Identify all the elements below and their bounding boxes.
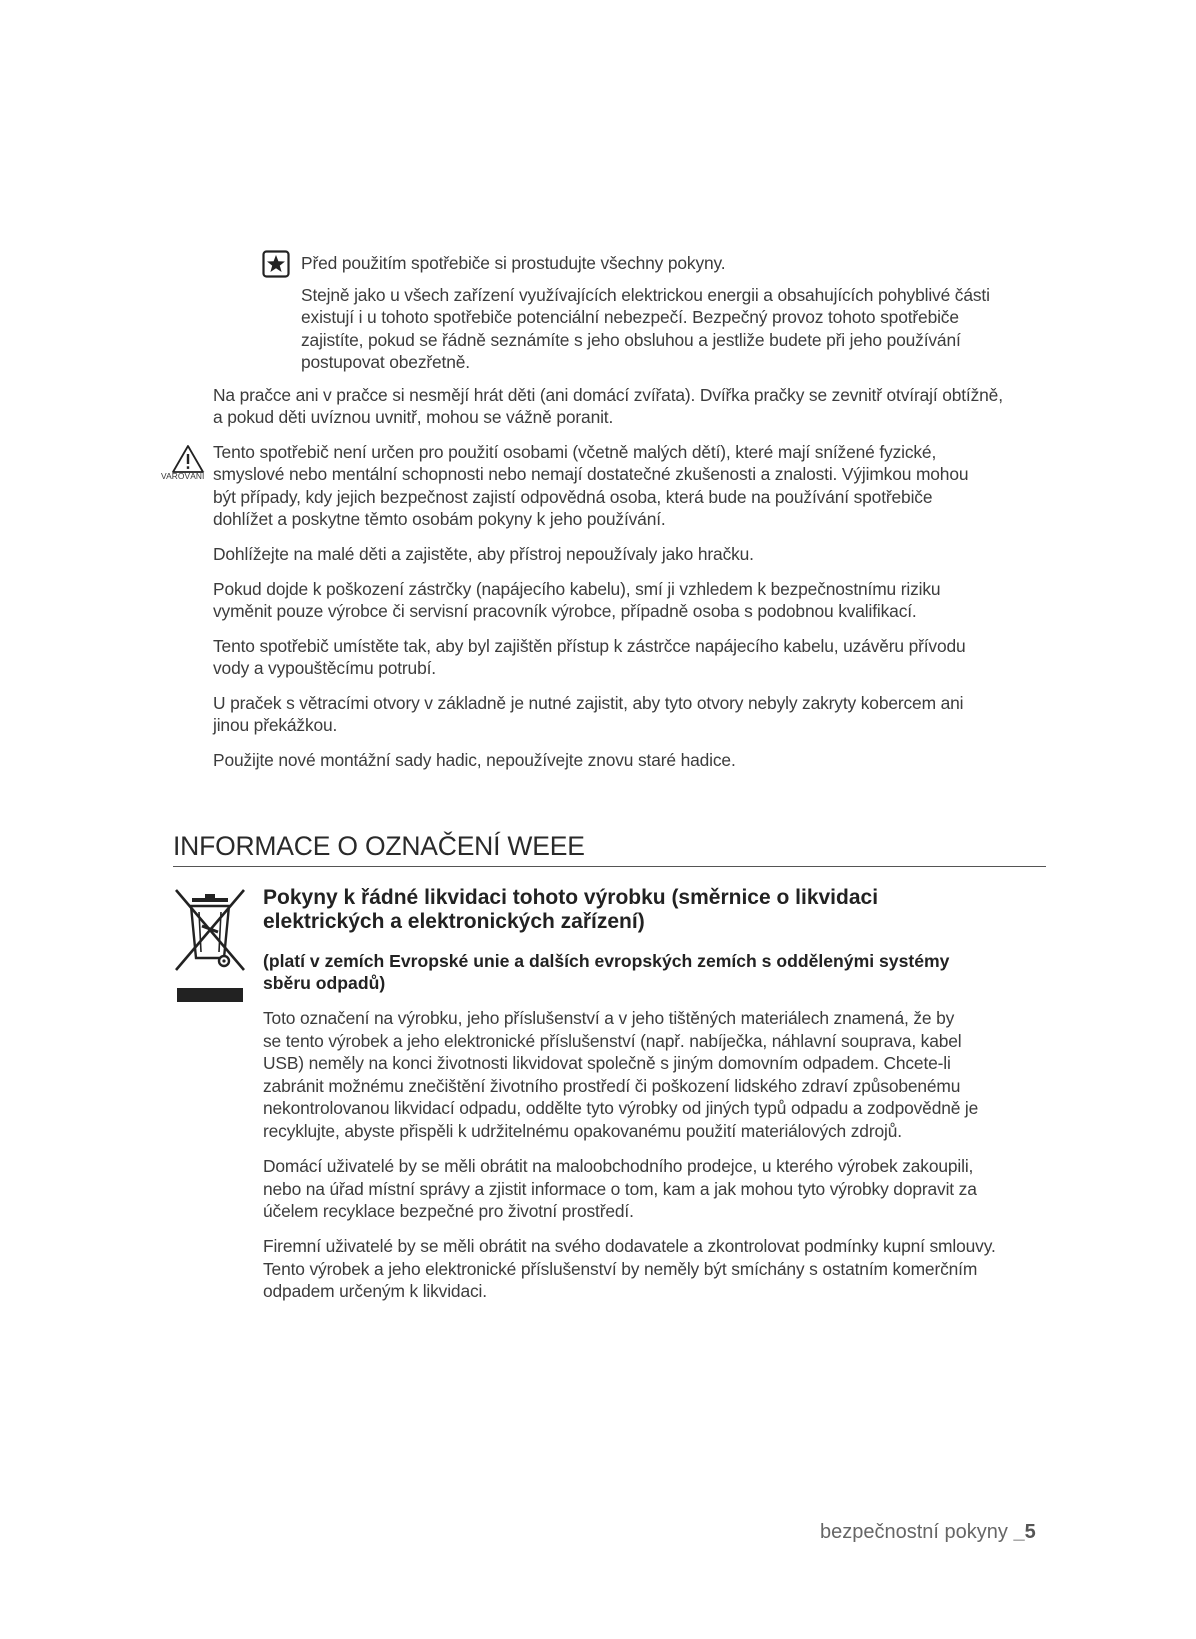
- note-line: Stejně jako u všech zařízení využívajících elektrickou energii a obsahujících pohyblivé části: [301, 285, 990, 305]
- crossed-bin-icon: [172, 886, 248, 1010]
- page-number: _5: [1013, 1521, 1036, 1543]
- weee-line: účelem recyklace bezpečné pro životní prostředí.: [263, 1201, 634, 1221]
- weee-line: Toto označení na výrobku, jeho příslušenství a v jeho tištěných materiálech znamená, že by: [263, 1008, 955, 1028]
- note-line: existují i u tohoto spotřebiče potenciální nebezpečí. Bezpečný provoz tohoto spotřebiče: [301, 307, 959, 327]
- weee-line: nebo na úřad místní správy a zjistit informace o tom, kam a jak mohou tyto výrobky dopravit za: [263, 1179, 977, 1199]
- weee-line: zabránit možnému znečištění životního prostředí či poškození lidského zdraví způsobenému: [263, 1076, 961, 1096]
- note-line: zajistíte, pokud se řádně seznámíte s jeho obsluhou a jestliže budete při jeho používání: [301, 330, 961, 350]
- weee-line: USB) neměly na konci životnosti likvidovat společně s jiným domovním odpadem. Chcete-li: [263, 1053, 951, 1073]
- weee-heading-line: elektrických a elektronických zařízení): [263, 910, 645, 933]
- warning-line: dohlížet a poskytne těmto osobám pokyny k jeho používání.: [213, 509, 666, 529]
- weee-line: Domácí uživatelé by se měli obrátit na maloobchodního prodejce, u kterého výrobek zakoupili,: [263, 1156, 974, 1176]
- weee-line: Tento výrobek a jeho elektronické příslušenství by neměly být smíchány s ostatním komerčním: [263, 1259, 978, 1279]
- warning-line: být případy, kdy jejich bezpečnost zajistí odpovědná osoba, která bude na používání spotřebiče: [213, 487, 933, 507]
- weee-line: recyklujte, abyste přispěli k udržitelnému opakovanému použití materiálových zdrojů.: [263, 1121, 902, 1141]
- note-lead: Před použitím spotřebiče si prostudujte všechny pokyny.: [301, 253, 726, 273]
- star-note-icon: [262, 250, 290, 278]
- section-title: INFORMACE O OZNAČENÍ WEEE: [173, 831, 585, 861]
- weee-line: Firemní uživatelé by se měli obrátit na svého dodavatele a zkontrolovat podmínky kupní smlouvy.: [263, 1236, 996, 1256]
- warning-label: VAROVÁNÍ: [161, 471, 205, 481]
- weee-subnote-line: sběru odpadů): [263, 973, 386, 993]
- section-divider: [173, 866, 1046, 867]
- warning-line: Použijte nové montážní sady hadic, nepoužívejte znovu staré hadice.: [213, 750, 736, 770]
- warning-line: smyslové nebo mentální schopnosti nebo nemají dostatečné zkušenosti a znalosti. Výjimkou mohou: [213, 464, 969, 484]
- warning-line: Tento spotřebič umístěte tak, aby byl zajištěn přístup k zástrčce napájecího kabelu, uzávěru přívodu: [213, 636, 966, 656]
- page-footer: [820, 1521, 1036, 1544]
- warning-line: jinou překážkou.: [213, 715, 338, 735]
- warning-triangle-icon: [171, 444, 205, 474]
- weee-subnote-line: (platí v zemích Evropské unie a dalších evropských zemích s oddělenými systémy: [263, 951, 950, 971]
- weee-line: nekontrolovanou likvidací odpadu, oddělte tyto výrobky od jiných typů odpadu a zodpovědně je: [263, 1098, 979, 1118]
- footer-section: bezpečnostní pokyny: [820, 1521, 1008, 1543]
- warning-line: a pokud děti uvíznou uvnitř, mohou se vážně poranit.: [213, 407, 614, 427]
- weee-line: se tento výrobek a jeho elektronické příslušenství (např. nabíječka, náhlavní souprava, kabel: [263, 1031, 962, 1051]
- warning-line: U praček s větracími otvory v základně je nutné zajistit, aby tyto otvory nebyly zakryty kobercem ani: [213, 693, 964, 713]
- warning-line: vody a vypouštěcímu potrubí.: [213, 658, 436, 678]
- note-line: postupovat obezřetně.: [301, 352, 470, 372]
- warning-line: Pokud dojde k poškození zástrčky (napájecího kabelu), smí ji vzhledem k bezpečnostnímu riziku: [213, 579, 941, 599]
- weee-heading-line: Pokyny k řádné likvidaci tohoto výrobku (směrnice o likvidaci: [263, 886, 879, 909]
- warning-line: Tento spotřebič není určen pro použití osobami (včetně malých dětí), které mají snížené fyzické,: [213, 442, 937, 462]
- warning-line: Dohlížejte na malé děti a zajistěte, aby přístroj nepoužívaly jako hračku.: [213, 544, 754, 564]
- warning-line: vyměnit pouze výrobce či servisní pracovník výrobce, případně osoba s podobnou kvalifikací.: [213, 601, 917, 621]
- warning-line: Na pračce ani v pračce si nesmějí hrát děti (ani domácí zvířata). Dvířka pračky se zevnitř otvírají obtížně,: [213, 385, 1003, 405]
- weee-line: odpadem určeným k likvidaci.: [263, 1281, 487, 1301]
